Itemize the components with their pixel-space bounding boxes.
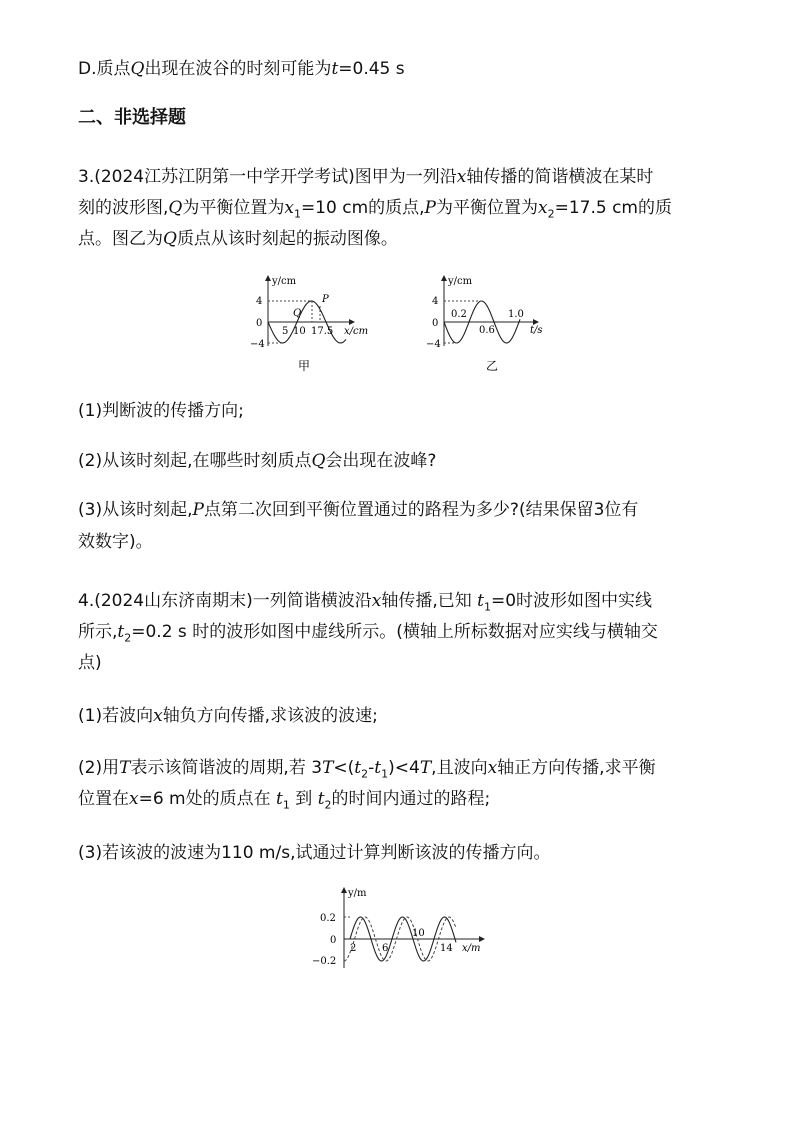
q4-text: 轴负方向传播,求该波的波速; — [162, 706, 378, 726]
q3-text: =10 cm的质点, — [300, 198, 425, 218]
q3-sub3 — [78, 499, 638, 521]
var-x: x — [129, 789, 139, 809]
q4-text: (1)若波向 — [78, 706, 154, 726]
point-p-label: P — [322, 294, 329, 305]
q3-text: 点第二次回到平衡位置通过的路程为多少?(结果保留3位有 — [203, 500, 639, 520]
q4-sub3: (3)若该波的波速为110 m/s,试通过计算判断该波的传播方向。 — [78, 843, 551, 863]
q3-text: 质点从该时刻起的振动图像。 — [176, 229, 398, 249]
y-tick-bottom: −0.2 — [312, 956, 337, 967]
q3-text: 3.(2024江苏江阴第一中学开学考试)图甲为一列沿 — [78, 167, 457, 187]
q3-text: (2)从该时刻起,在哪些时刻质点 — [78, 451, 312, 471]
origin-label: 0 — [330, 935, 337, 946]
var-x: x — [153, 706, 163, 726]
x-axis-label: x/cm — [344, 326, 369, 337]
t-axis-label: t/s — [530, 325, 543, 336]
figure-caption: 甲 — [298, 359, 311, 373]
y-axis-label: y/cm — [448, 276, 473, 287]
q3-sub3-line2: 效数字)。 — [78, 532, 153, 552]
var-T: T — [119, 758, 131, 778]
y-tick-top: 4 — [256, 296, 263, 307]
q3-text: =17.5 cm的质 — [554, 198, 672, 218]
q4-text: (2)用 — [78, 758, 120, 778]
var-p: P — [424, 198, 436, 218]
var-t1: t — [477, 591, 484, 611]
q4-line2 — [78, 621, 658, 649]
option-d-value: =0.45 s — [338, 59, 405, 79]
var-x2: x — [537, 198, 548, 218]
x-axis-label: x/m — [462, 943, 481, 954]
q4-sub1 — [78, 705, 378, 727]
var-x: x — [487, 758, 498, 778]
q4-line3: 点) — [78, 653, 102, 673]
x-tick: 10 — [293, 326, 306, 337]
q4-text: ,且波向 — [431, 758, 488, 778]
q3-line3 — [78, 228, 398, 250]
t-tick: 1.0 — [508, 309, 524, 320]
option-d-text: 出现在波谷的时刻可能为 — [144, 59, 332, 79]
var-x: x — [456, 167, 467, 187]
q4-text: =0.2 s 时的波形如图中虚线所示。(横轴上所标数据对应实线与横轴交 — [131, 622, 658, 642]
var-x1: x — [284, 198, 294, 218]
var-q: Q — [311, 451, 326, 471]
q4-text: 轴正方向传播,求平衡 — [497, 758, 656, 778]
q4-text: 到 — [295, 789, 313, 809]
q3-text: 会出现在波峰? — [325, 451, 437, 471]
subscript: 1 — [381, 767, 389, 781]
x-tick: 2 — [350, 943, 357, 954]
y-tick-bottom: −4 — [426, 339, 441, 350]
subscript: 2 — [324, 798, 332, 812]
q4-text: )<4 — [388, 758, 420, 778]
subscript: 2 — [361, 767, 369, 781]
q3-text: 点。图乙为 — [78, 229, 163, 249]
figure-yi — [424, 270, 554, 380]
var-t2: t — [117, 622, 125, 642]
point-q-label: Q — [293, 308, 302, 319]
q3-text: 轴传播的简谐横波在某时 — [466, 167, 654, 187]
var-t: t — [331, 59, 339, 79]
q3-text: (3)从该时刻起, — [78, 500, 193, 520]
q4-text: - — [368, 758, 375, 778]
figure-jia — [248, 270, 378, 380]
q4-text: 轴传播,已知 — [381, 591, 472, 611]
x-tick: 17.5 — [311, 326, 334, 337]
q4-text: 所示, — [78, 622, 118, 642]
y-axis-label: y/m — [348, 888, 367, 899]
q3-sub1: (1)判断波的传播方向; — [78, 401, 244, 421]
origin-label: 0 — [256, 318, 263, 329]
x-tick: 14 — [440, 943, 453, 954]
figure-q4 — [306, 884, 496, 974]
y-tick-top: 4 — [432, 296, 439, 307]
var-t2: t — [317, 789, 325, 809]
t-tick: 0.2 — [451, 309, 467, 320]
subscript: 2 — [124, 631, 132, 645]
x-tick: 10 — [412, 928, 425, 939]
q4-text: =6 m处的质点在 — [138, 789, 271, 809]
subscript: 2 — [547, 207, 555, 221]
q3-line2 — [78, 197, 672, 225]
var-q: Q — [130, 59, 145, 79]
q4-text: <( — [333, 758, 355, 778]
var-p: P — [192, 500, 204, 520]
var-T: T — [419, 758, 432, 778]
figure-caption: 乙 — [486, 359, 499, 373]
var-t1: t — [276, 789, 283, 809]
var-x: x — [371, 591, 382, 611]
option-d — [78, 58, 405, 80]
var-q: Q — [168, 198, 183, 218]
q3-line1 — [78, 166, 653, 188]
subscript: 1 — [293, 207, 301, 221]
q4-sub2-line2 — [78, 788, 490, 816]
option-d-prefix: D.质点 — [78, 59, 131, 79]
y-axis-label: y/cm — [272, 276, 297, 287]
x-tick: 5 — [282, 326, 289, 337]
y-tick-bottom: −4 — [250, 339, 265, 350]
q4-text: 4.(2024山东济南期末)一列简谐横波沿 — [78, 591, 372, 611]
q4-sub2 — [78, 757, 656, 785]
subscript: 1 — [484, 600, 491, 614]
q4-text: 位置在 — [78, 789, 129, 809]
var-T: T — [322, 758, 334, 778]
y-tick-top: 0.2 — [320, 913, 336, 924]
var-t2: t — [354, 758, 362, 778]
var-t1: t — [374, 758, 382, 778]
t-tick: 0.6 — [479, 325, 495, 336]
q4-text: 的时间内通过的路程; — [331, 789, 491, 809]
section-heading: 二、非选择题 — [78, 107, 186, 128]
q4-text: =0时波形如图中实线 — [491, 591, 653, 611]
var-q: Q — [163, 229, 177, 249]
q3-text: 为平衡位置为 — [435, 198, 538, 218]
q4-line1 — [78, 590, 652, 618]
q3-text: 为平衡位置为 — [182, 198, 285, 218]
x-tick: 6 — [382, 943, 389, 954]
q3-sub2 — [78, 450, 436, 472]
origin-label: 0 — [432, 318, 439, 329]
subscript: 1 — [282, 798, 290, 812]
q3-text: 刻的波形图, — [78, 198, 169, 218]
q4-text: 表示该简谐波的周期,若 3 — [130, 758, 323, 778]
